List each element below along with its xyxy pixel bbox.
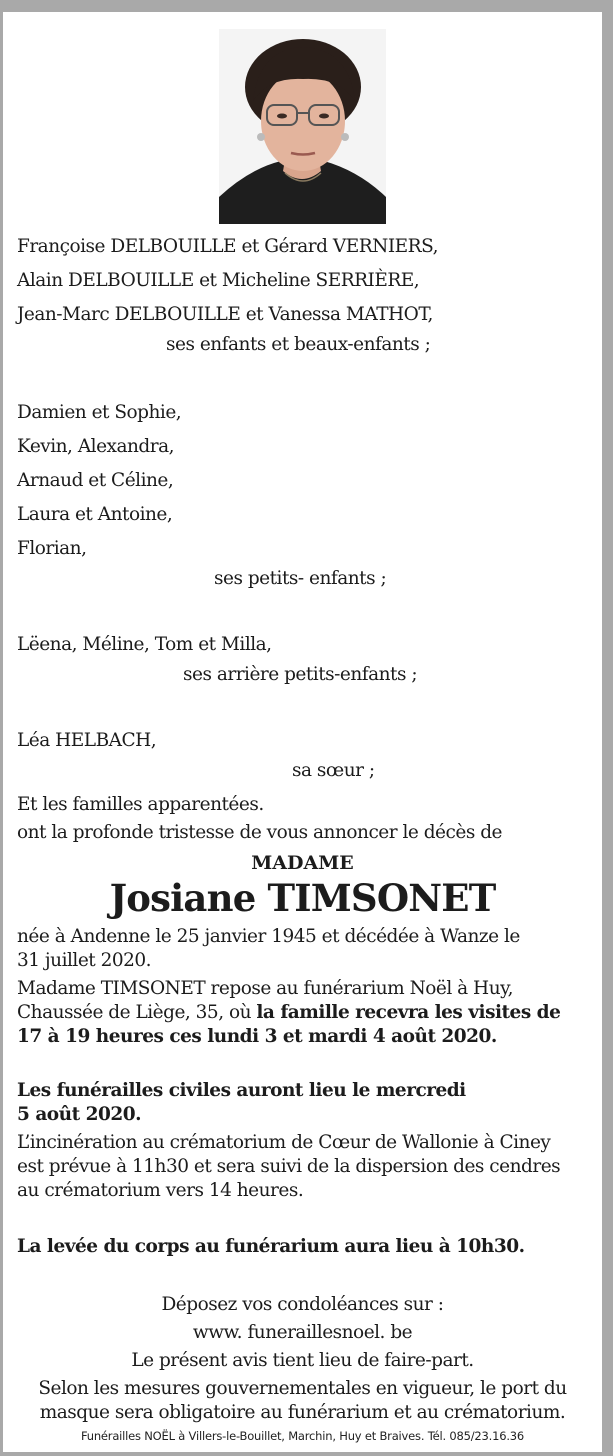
great-grandchildren-line: Lëena, Méline, Tom et Milla, bbox=[17, 634, 272, 655]
grandchild-line-3: Arnaud et Céline, bbox=[17, 470, 174, 491]
rest-line-2 bbox=[17, 1002, 560, 1023]
rest-line-1: Madame TIMSONET repose au funérarium Noël à Huy, bbox=[17, 978, 513, 999]
announce-line: ont la profonde tristesse de vous annoncer le décès de bbox=[17, 822, 502, 843]
website-link[interactable]: www. funeraillesnoel. be bbox=[192, 1322, 413, 1343]
children-role: ses enfants et beaux-enfants ; bbox=[166, 334, 431, 355]
mask-line-2: masque sera obligatoire au funérarium et au crématorium. bbox=[39, 1402, 566, 1423]
cremation-line-2: est prévue à 11h30 et sera suivi de la dispersion des cendres bbox=[17, 1156, 561, 1177]
funeral-home-footer: Funérailles NOËL à Villers-le-Bouillet, Marchin, Huy et Braives. Tél. 085/23.16.36 bbox=[80, 1429, 525, 1443]
deceased-name: Josiane TIMSONET bbox=[109, 876, 496, 920]
funeral-line-2: 5 août 2020. bbox=[17, 1104, 142, 1125]
grandchild-line-4: Laura et Antoine, bbox=[17, 504, 173, 525]
portrait-photo bbox=[219, 29, 386, 224]
child-line-2: Alain DELBOUILLE et Micheline SERRIÈRE, bbox=[17, 270, 420, 291]
grandchildren-role: ses petits- enfants ; bbox=[214, 568, 387, 589]
birth-line-2: 31 juillet 2020. bbox=[17, 950, 152, 971]
child-line-1: Françoise DELBOUILLE et Gérard VERNIERS, bbox=[17, 236, 438, 257]
birth-line-1: née à Andenne le 25 janvier 1945 et décédée à Wanze le bbox=[17, 926, 520, 947]
families-line: Et les familles apparentées. bbox=[17, 794, 264, 815]
great-grandchildren-role: ses arrière petits-enfants ; bbox=[183, 664, 418, 685]
grandchild-line-2: Kevin, Alexandra, bbox=[17, 436, 175, 457]
levee-line: La levée du corps au funérarium aura lieu à 10h30. bbox=[17, 1236, 525, 1257]
sister-role: sa sœur ; bbox=[292, 760, 375, 781]
rest-line-3: 17 à 19 heures ces lundi 3 et mardi 4 août 2020. bbox=[17, 1026, 497, 1047]
faire-part-line: Le présent avis tient lieu de faire-part. bbox=[131, 1350, 474, 1371]
grandchild-line-5: Florian, bbox=[17, 538, 87, 559]
condolences-line: Déposez vos condoléances sur : bbox=[161, 1294, 444, 1315]
grandchild-line-1: Damien et Sophie, bbox=[17, 402, 182, 423]
cremation-line-3: au crématorium vers 14 heures. bbox=[17, 1180, 304, 1201]
cremation-line-1: L’incinération au crématorium de Cœur de Wallonie à Ciney bbox=[17, 1132, 551, 1153]
deceased-title: MADAME bbox=[251, 852, 354, 874]
rest-line-2-regular: Chaussée de Liège, 35, où bbox=[17, 1002, 257, 1023]
rest-line-2-bold: la famille recevra les visites de bbox=[256, 1002, 561, 1023]
child-line-3: Jean-Marc DELBOUILLE et Vanessa MATHOT, bbox=[17, 304, 433, 325]
funeral-line-1: Les funérailles civiles auront lieu le mercredi bbox=[17, 1080, 466, 1101]
sister-line: Léa HELBACH, bbox=[17, 730, 157, 751]
portrait-image bbox=[219, 29, 386, 224]
mask-line-1: Selon les mesures gouvernementales en vigueur, le port du bbox=[38, 1378, 567, 1399]
obituary-notice bbox=[3, 12, 602, 1452]
